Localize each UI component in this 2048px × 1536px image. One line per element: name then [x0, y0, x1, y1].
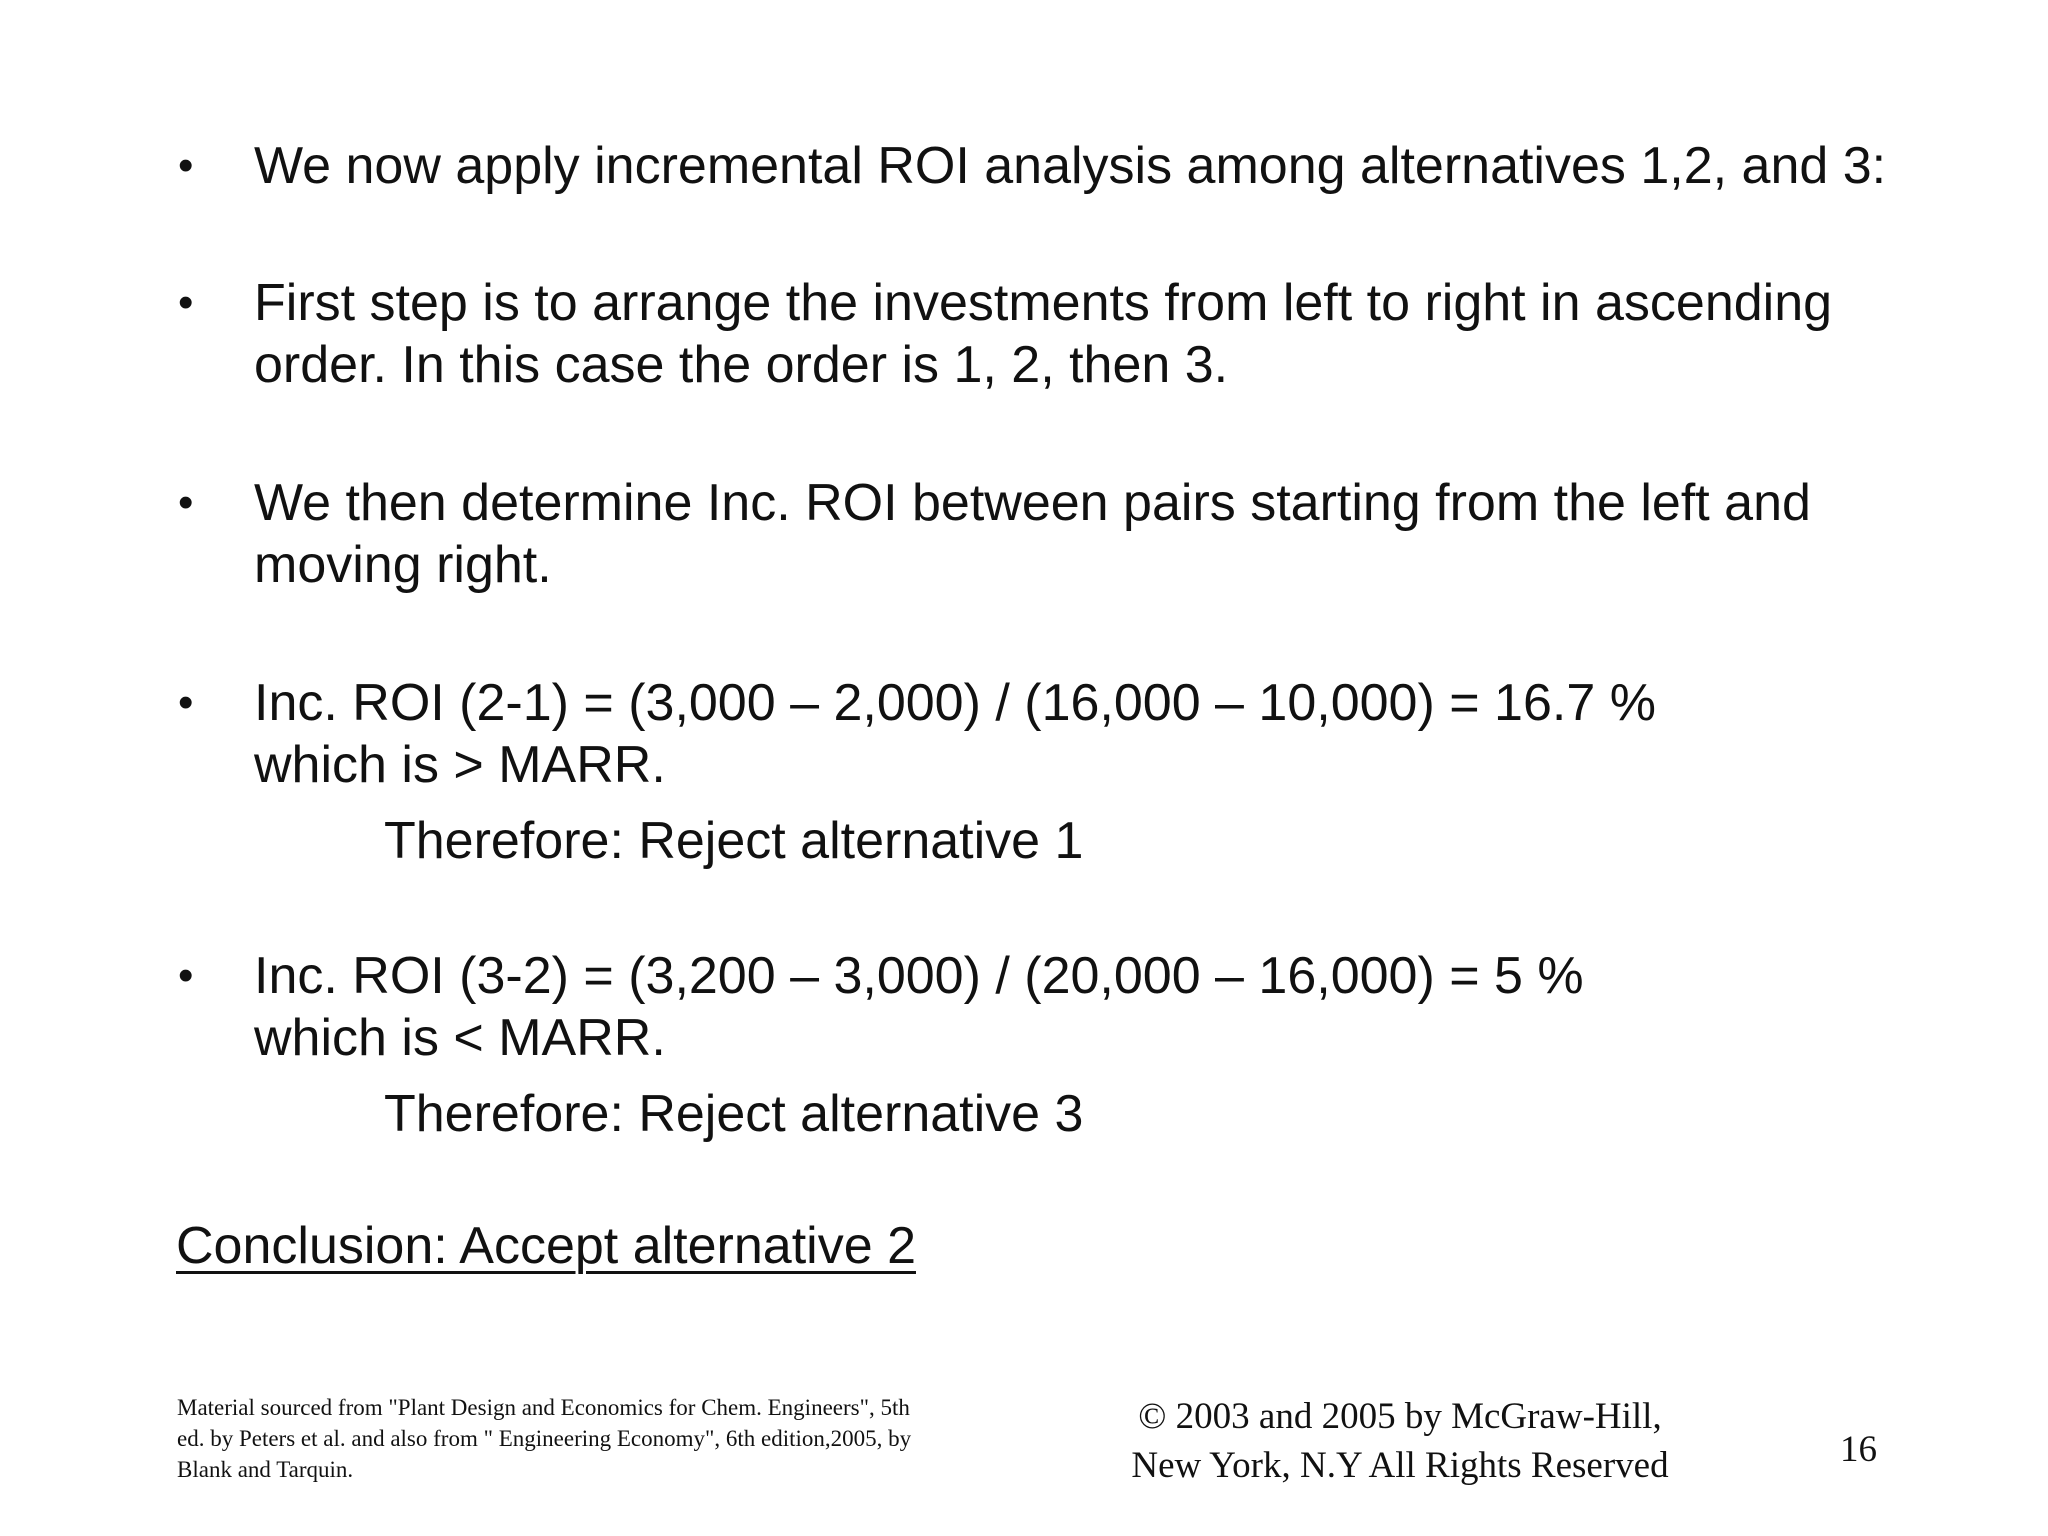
bullet-text [254, 672, 1954, 796]
bullet-line: We then determine Inc. ROI between pairs starting from the left and [254, 474, 1811, 532]
page-number: 16 [1840, 1429, 1877, 1470]
footer-source-line: Material sourced from "Plant Design and Economics for Chem. Engineers", 5th [177, 1395, 910, 1420]
bullet-dot-icon: • [178, 678, 194, 727]
bullet-line: which is < MARR. [254, 1009, 666, 1067]
footer-source [177, 1392, 1037, 1485]
therefore-reject-1: Therefore: Reject alternative 1 [384, 812, 1084, 870]
bullet-text [254, 135, 1954, 197]
bullet-dot-icon: • [178, 141, 194, 190]
copyright-line: New York, N.Y All Rights Reserved [1131, 1445, 1669, 1486]
conclusion: Conclusion: Accept alternative 2 [176, 1217, 916, 1275]
bullet-dot-icon: • [178, 278, 194, 327]
bullet-text [254, 272, 1954, 396]
bullet-text [254, 945, 1954, 1069]
bullet-line: First step is to arrange the investments from left to right in ascending [254, 274, 1833, 332]
footer-source-line: ed. by Peters et al. and also from " Engineering Economy", 6th edition,2005, by [177, 1426, 912, 1451]
bullet-line: Inc. ROI (3-2) = (3,200 – 3,000) / (20,000 – 16,000) = 5 % [254, 947, 1584, 1005]
bullet-line: Inc. ROI (2-1) = (3,000 – 2,000) / (16,000 – 10,000) = 16.7 % [254, 674, 1656, 732]
footer-source-line: Blank and Tarquin. [177, 1457, 354, 1482]
therefore-reject-3: Therefore: Reject alternative 3 [384, 1085, 1084, 1143]
bullet-line: We now apply incremental ROI analysis among alternatives 1,2, and 3: [254, 137, 1887, 195]
bullet-line: moving right. [254, 536, 552, 594]
footer-copyright [1090, 1392, 1710, 1490]
bullet-line: which is > MARR. [254, 736, 666, 794]
bullet-text [254, 472, 1954, 596]
bullet-dot-icon: • [178, 478, 194, 527]
copyright-line: © 2003 and 2005 by McGraw-Hill, [1138, 1396, 1662, 1437]
bullet-line: order. In this case the order is 1, 2, then 3. [254, 336, 1229, 394]
bullet-dot-icon: • [178, 951, 194, 1000]
